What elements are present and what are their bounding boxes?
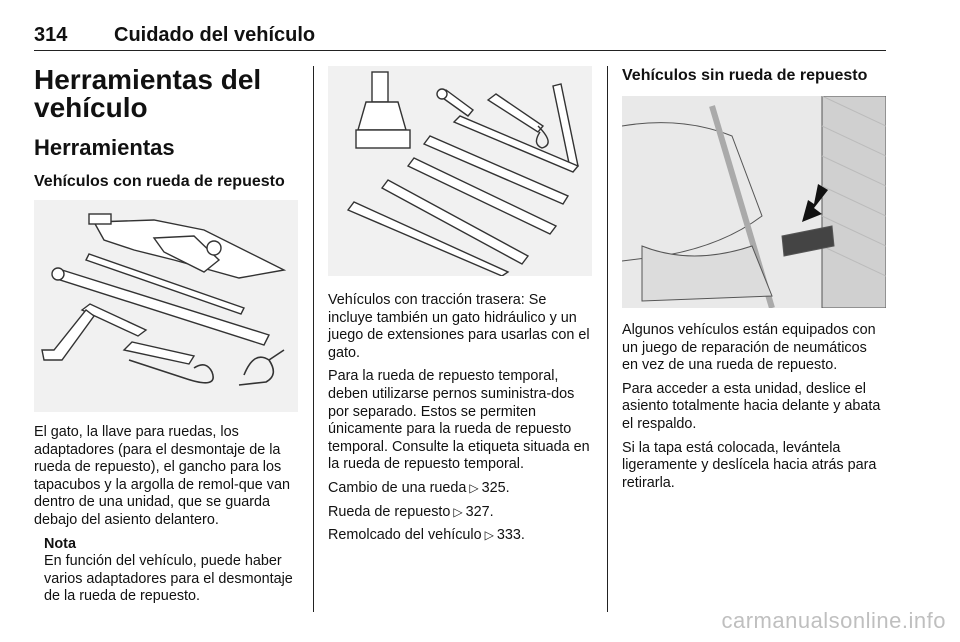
reference-spare-wheel (328, 504, 592, 522)
reference-page[interactable]: 325. (481, 479, 510, 496)
triangle-reference-icon: ▷ (469, 480, 479, 495)
heading-with-spare: Vehículos con rueda de repuesto (34, 173, 285, 190)
triangle-reference-icon: ▷ (484, 528, 494, 543)
subsection-title: Herramientas (34, 135, 175, 160)
repair-kit-paragraph: Algunos vehículos están equipados con un juego de reparación de neumáticos en vez de una rueda de repuesto. (622, 322, 876, 374)
seat-illustration (622, 96, 886, 308)
note-block (44, 536, 298, 606)
column-right (622, 66, 886, 498)
tools-description: El gato, la llave para ruedas, los adaptadores (para el desmontaje de la rueda de repuesto), el gancho para los tapacubos y la argolla de remol-que van dentro de una unidad, que se guarda debajo del asiento delantero. (34, 424, 290, 528)
rwd-tools-illustration (328, 66, 592, 276)
hydraulic-jack-drawing (328, 66, 592, 276)
note-text: En función del vehículo, puede haber varios adaptadores para el desmontaje de la rueda de repuesto. (44, 553, 293, 605)
cover-paragraph: Si la tapa está colocada, levántela ligeramente y deslícela hacia atrás para retirarla. (622, 439, 877, 491)
reference-label: Rueda de repuesto (328, 503, 451, 520)
page-header (34, 22, 886, 51)
watermark: carmanualsonline.info (721, 608, 946, 633)
rwd-paragraph: Vehículos con tracción trasera: Se incluye también un gato hidráulico y un juego de extensiones para usarlas con el gato. (328, 292, 590, 361)
column-left (34, 66, 298, 612)
reference-label: Remolcado del vehículo (328, 527, 482, 544)
note-title: Nota (44, 535, 76, 552)
tools-drawing (34, 200, 298, 412)
reference-label: Cambio de una rueda (328, 479, 467, 496)
section-title: Cuidado del vehículo (114, 24, 316, 46)
tools-illustration (34, 200, 298, 412)
page-number: 314 (34, 24, 68, 46)
reference-page[interactable]: 327. (465, 503, 494, 520)
triangle-reference-icon: ▷ (453, 504, 463, 519)
reference-towing (328, 527, 592, 545)
seat-drawing (622, 96, 886, 308)
column-middle (328, 66, 592, 551)
column-divider (607, 66, 608, 612)
access-paragraph: Para acceder a esta unidad, deslice el asiento totalmente hacia delante y abata el respaldo. (622, 380, 881, 432)
reference-page[interactable]: 333. (496, 527, 525, 544)
reference-wheel-change (328, 480, 592, 498)
chapter-title: Herramientas del vehículo (34, 64, 262, 123)
temporary-spare-paragraph: Para la rueda de repuesto temporal, deben utilizarse pernos suministra-dos por separado. Estos se permiten únicamente para la rueda de repuesto temporal. Consulte la etiqueta situada en la rueda de repuesto temporal. (328, 368, 590, 473)
column-divider (313, 66, 314, 612)
heading-without-spare: Vehículos sin rueda de repuesto (622, 67, 868, 84)
